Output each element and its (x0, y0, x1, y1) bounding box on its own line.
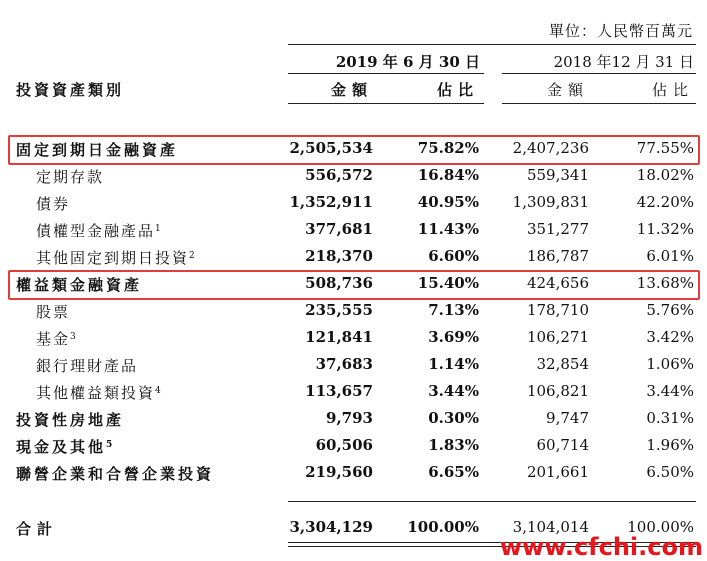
cell-amount-2019: 219,560 (305, 463, 373, 481)
cell-amount-2018: 559,341 (526, 166, 589, 184)
cell-amount-2018: 60,714 (536, 436, 589, 454)
row-label-text: 權益類金融資產 (16, 276, 143, 294)
row-label-text: 其他權益類投資 (36, 384, 156, 402)
cell-amount-2018: 351,277 (526, 220, 589, 238)
cell-amount-2019: 60,506 (315, 436, 373, 454)
row-label (16, 274, 142, 295)
cell-share-2018: 42.20% (636, 193, 694, 211)
total-top-rule (288, 501, 696, 502)
cell-amount-2019: 113,657 (305, 382, 373, 400)
unit-note: 單位：人民幣百萬元 (548, 22, 693, 40)
row-label-text: 銀行理財產品 (36, 357, 139, 375)
row-label (36, 166, 104, 187)
total-label: 合計 (16, 520, 59, 538)
header-mid-rule-1 (288, 73, 484, 74)
cell-amount-2019: 218,370 (305, 247, 373, 265)
row-label (36, 247, 195, 268)
row-label-text: 投資性房地產 (16, 411, 125, 429)
row-label (36, 301, 70, 322)
row-label (16, 436, 112, 457)
cell-share-2019: 16.84% (417, 166, 479, 184)
header-bottom-rule-1 (288, 103, 484, 104)
total-amount-2018: 3,104,014 (512, 518, 589, 536)
amount2-header: 金額 (546, 81, 589, 99)
watermark: www.cfchi.com (499, 533, 703, 561)
footnote-marker: 3 (70, 332, 76, 342)
row-label-text: 聯營企業和合營企業投資 (16, 465, 215, 483)
period2-header: 2018 年12 月 31 日 (553, 53, 694, 71)
row-label-text: 定期存款 (36, 168, 105, 186)
header-mid-rule-2 (502, 73, 696, 74)
row-label (16, 139, 178, 160)
row-label (16, 463, 214, 484)
cell-amount-2019: 9,793 (326, 409, 373, 427)
cell-share-2018: 11.32% (636, 220, 694, 238)
amount1-header: 金額 (330, 81, 373, 99)
row-label-text: 基金 (36, 330, 71, 348)
row-label (36, 193, 70, 214)
cell-amount-2019: 235,555 (305, 301, 373, 319)
cell-share-2019: 1.83% (428, 436, 479, 454)
cell-share-2018: 5.76% (646, 301, 694, 319)
total-share-2019: 100.00% (407, 518, 479, 536)
cell-share-2019: 3.69% (428, 328, 479, 346)
total-amount-2019: 3,304,129 (289, 518, 373, 536)
cell-amount-2018: 424,656 (526, 274, 589, 292)
cell-amount-2018: 201,661 (526, 463, 589, 481)
cell-share-2018: 0.31% (646, 409, 694, 427)
cell-share-2018: 18.02% (636, 166, 694, 184)
row-label-text: 其他固定到期日投資 (36, 249, 190, 267)
header-top-rule (288, 44, 696, 45)
row-label (16, 409, 124, 430)
cell-amount-2018: 9,747 (546, 409, 589, 427)
cell-amount-2018: 106,821 (526, 382, 589, 400)
row-label (36, 220, 161, 241)
cell-share-2019: 75.82% (417, 139, 479, 157)
total-share-2018: 100.00% (627, 518, 694, 536)
footnote-marker: 1 (155, 224, 161, 234)
cell-share-2018: 6.50% (646, 463, 694, 481)
cell-amount-2018: 106,271 (526, 328, 589, 346)
category-header: 投資資產類別 (16, 81, 125, 99)
cell-amount-2019: 37,683 (315, 355, 373, 373)
cell-share-2018: 77.55% (636, 139, 694, 157)
row-label (36, 328, 76, 349)
cell-amount-2018: 1,309,831 (512, 193, 589, 211)
row-label-text: 債券 (36, 195, 71, 213)
cell-share-2019: 15.40% (417, 274, 479, 292)
row-label-text: 固定到期日金融資產 (16, 141, 179, 159)
footnote-marker: 5 (106, 440, 113, 450)
share2-header: 佔比 (651, 81, 694, 99)
cell-share-2019: 11.43% (417, 220, 479, 238)
header-bottom-rule-2 (502, 103, 696, 104)
row-label (36, 355, 138, 376)
row-label-text: 股票 (36, 303, 71, 321)
cell-share-2018: 13.68% (636, 274, 694, 292)
cell-share-2018: 1.06% (646, 355, 694, 373)
cell-amount-2019: 121,841 (305, 328, 373, 346)
footnote-marker: 2 (189, 251, 195, 261)
cell-share-2019: 1.14% (428, 355, 479, 373)
cell-share-2019: 3.44% (428, 382, 479, 400)
cell-amount-2019: 508,736 (305, 274, 373, 292)
share1-header: 佔比 (436, 81, 479, 99)
cell-amount-2019: 2,505,534 (289, 139, 373, 157)
row-label-text: 現金及其他 (16, 438, 107, 456)
cell-share-2019: 40.95% (417, 193, 479, 211)
cell-share-2018: 3.42% (646, 328, 694, 346)
cell-amount-2019: 1,352,911 (289, 193, 373, 211)
cell-amount-2018: 178,710 (526, 301, 589, 319)
period1-header: 2019 年 6 月 30 日 (335, 53, 480, 71)
cell-amount-2018: 186,787 (526, 247, 589, 265)
cell-share-2019: 6.65% (428, 463, 479, 481)
cell-share-2019: 6.60% (428, 247, 479, 265)
cell-share-2018: 3.44% (646, 382, 694, 400)
cell-share-2019: 7.13% (428, 301, 479, 319)
cell-amount-2018: 32,854 (536, 355, 589, 373)
cell-share-2018: 6.01% (646, 247, 694, 265)
row-label-text: 債權型金融產品 (36, 222, 156, 240)
cell-share-2018: 1.96% (646, 436, 694, 454)
cell-amount-2019: 556,572 (305, 166, 373, 184)
cell-amount-2019: 377,681 (305, 220, 373, 238)
cell-amount-2018: 2,407,236 (512, 139, 589, 157)
row-label (36, 382, 161, 403)
cell-share-2019: 0.30% (428, 409, 479, 427)
footnote-marker: 4 (155, 386, 161, 396)
